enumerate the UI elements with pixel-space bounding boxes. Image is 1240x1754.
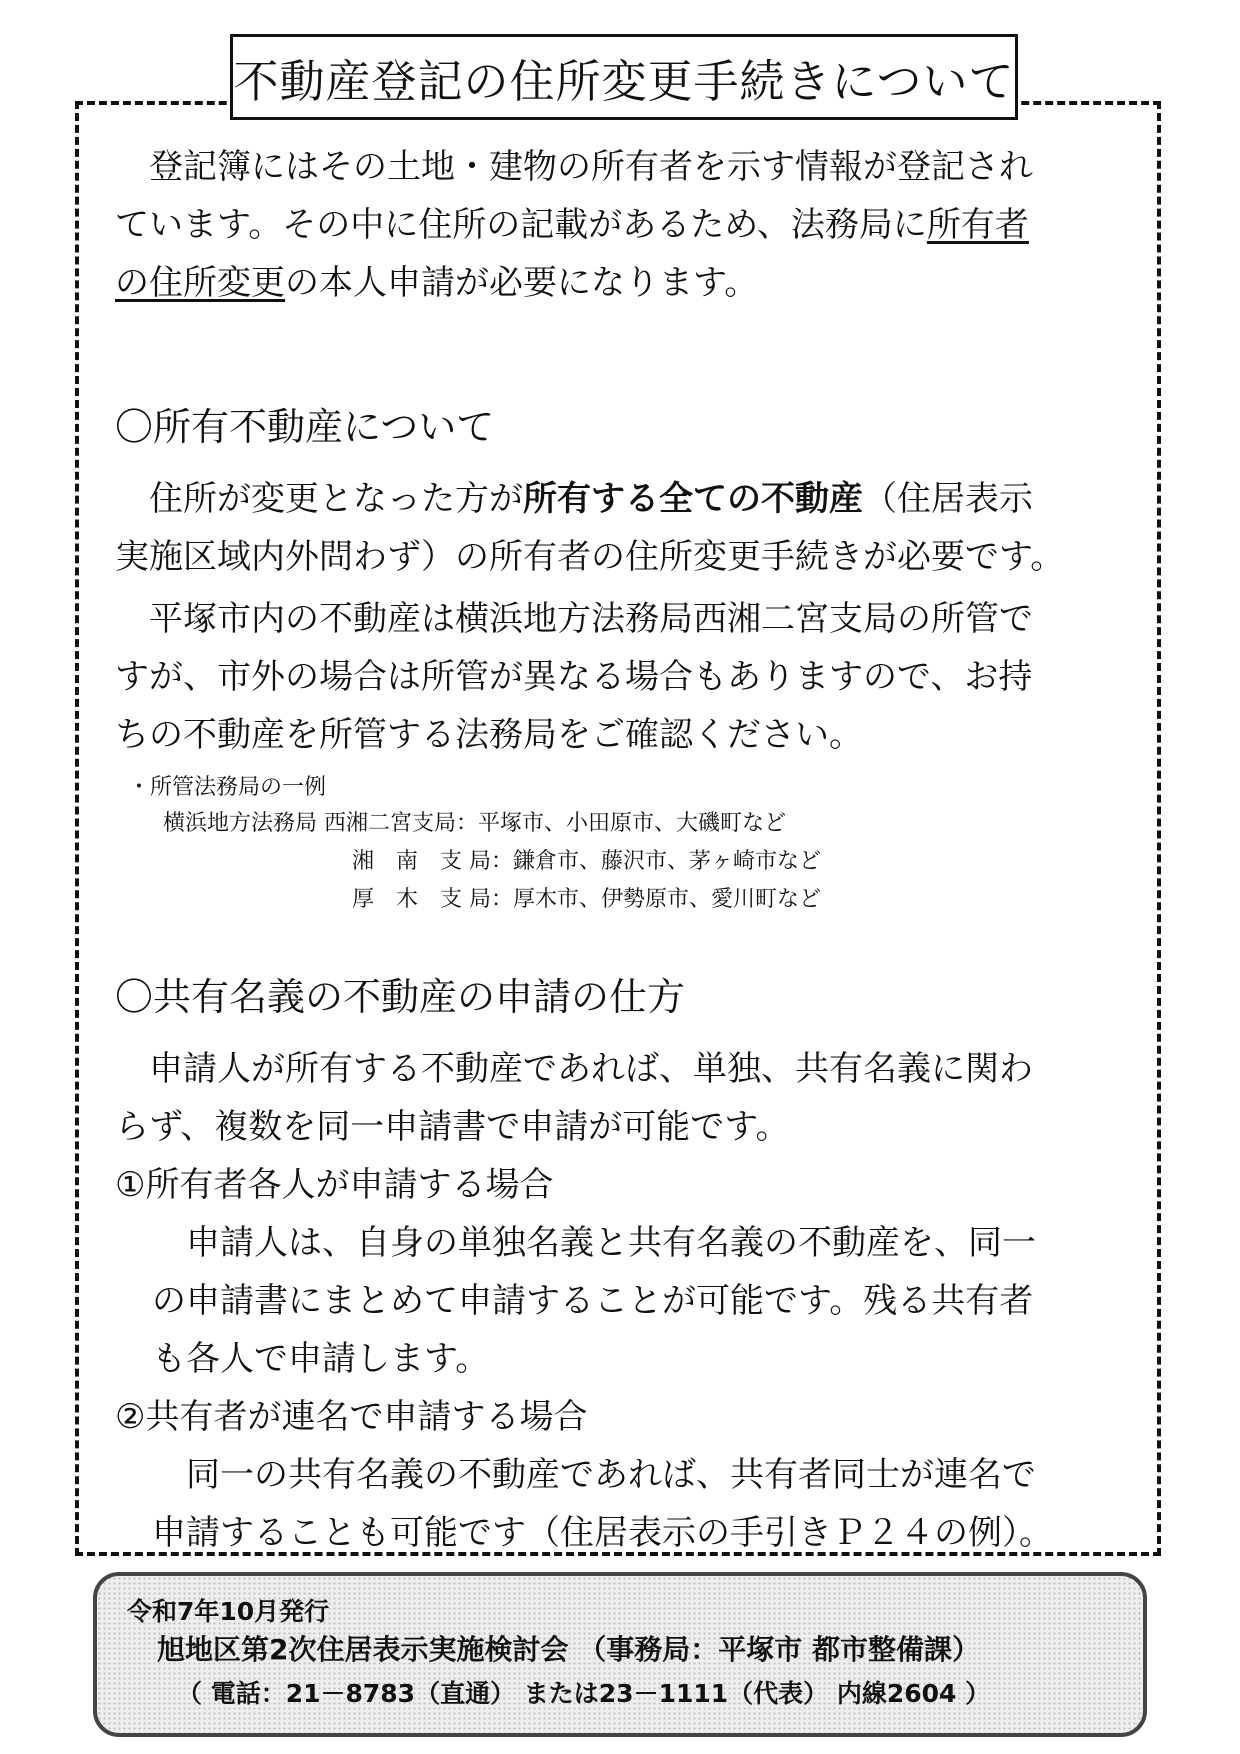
- case1-line-3: も各人で申請します。: [152, 1339, 490, 1379]
- section1-line-2: 実施区域内外問わず）の所有者の住所変更手続きが必要です。: [115, 537, 1065, 577]
- example-row-seisho: 横浜地方法務局 西湘二宮支局：平塚市、小田原市、大磯町など: [163, 811, 786, 836]
- contact-info: （ 電話：21－8783（直通） または23－1111（代表） 内線2604 ）: [177, 1679, 991, 1708]
- case2-heading: ②共有者が連名で申請する場合: [115, 1397, 588, 1437]
- section-heading-property: 〇所有不動産について: [115, 405, 495, 449]
- underlined-text: の住所変更: [115, 263, 285, 303]
- section2-line-2: らず、複数を同一申請書で申請が可能です。: [115, 1107, 790, 1147]
- example-row-shonan: 湘 南 支 局：鎌倉市、藤沢市、茅ヶ崎市など: [352, 849, 821, 874]
- section1-line-5: ちの不動産を所管する法務局をご確認ください。: [115, 715, 863, 755]
- body-text: （住居表示: [863, 479, 1033, 519]
- section2-line-1: 申請人が所有する不動産であれば、単独、共有名義に関わ: [115, 1049, 1033, 1089]
- case2-line-1: 同一の共有名義の不動産であれば、共有者同士が連名で: [152, 1455, 1036, 1495]
- intro-text: の本人申請が必要になります。: [285, 263, 759, 303]
- section1-line-1: [115, 470, 1135, 528]
- organization: 旭地区第2次住居表示実施検討会 （事務局：平塚市 都市整備課）: [157, 1633, 980, 1666]
- case2-line-2: 申請することも可能です（住居表示の手引きＰ２４の例）。: [152, 1513, 1053, 1553]
- section-heading-shared: 〇共有名義の不動産の申請の仕方: [115, 975, 686, 1019]
- intro-line-2: [115, 196, 1135, 254]
- section1-line-4: すが、市外の場合は所管が異なる場合もありますので、お持: [115, 657, 1033, 697]
- case1-heading: ①所有者各人が申請する場合: [115, 1165, 554, 1205]
- case1-line-1: 申請人は、自身の単独名義と共有名義の不動産を、同一: [152, 1223, 1036, 1263]
- example-row-atsugi: 厚 木 支 局：厚木市、伊勢原市、愛川町など: [352, 887, 821, 912]
- page-title: 不動産登記の住所変更手続きについて: [230, 34, 1018, 120]
- footer-box: [93, 1572, 1147, 1737]
- section1-line-3: 平塚市内の不動産は横浜地方法務局西湘二宮支局の所管で: [115, 599, 1033, 639]
- intro-line-3: [115, 254, 1135, 312]
- issue-date: 令和7年10月発行: [127, 1597, 330, 1626]
- intro-line-1: 登記簿にはその土地・建物の所有者を示す情報が登記され: [115, 147, 1033, 187]
- intro-text: ています。その中に住所の記載があるため、法務局に: [115, 205, 927, 245]
- bold-text: 所有する全ての不動産: [523, 479, 863, 519]
- body-text: 住所が変更となった方が: [115, 479, 523, 519]
- example-title: ・所管法務局の一例: [128, 775, 327, 800]
- case1-line-2: の申請書にまとめて申請することが可能です。残る共有者: [152, 1281, 1034, 1321]
- underlined-text: 所有者: [926, 205, 1029, 245]
